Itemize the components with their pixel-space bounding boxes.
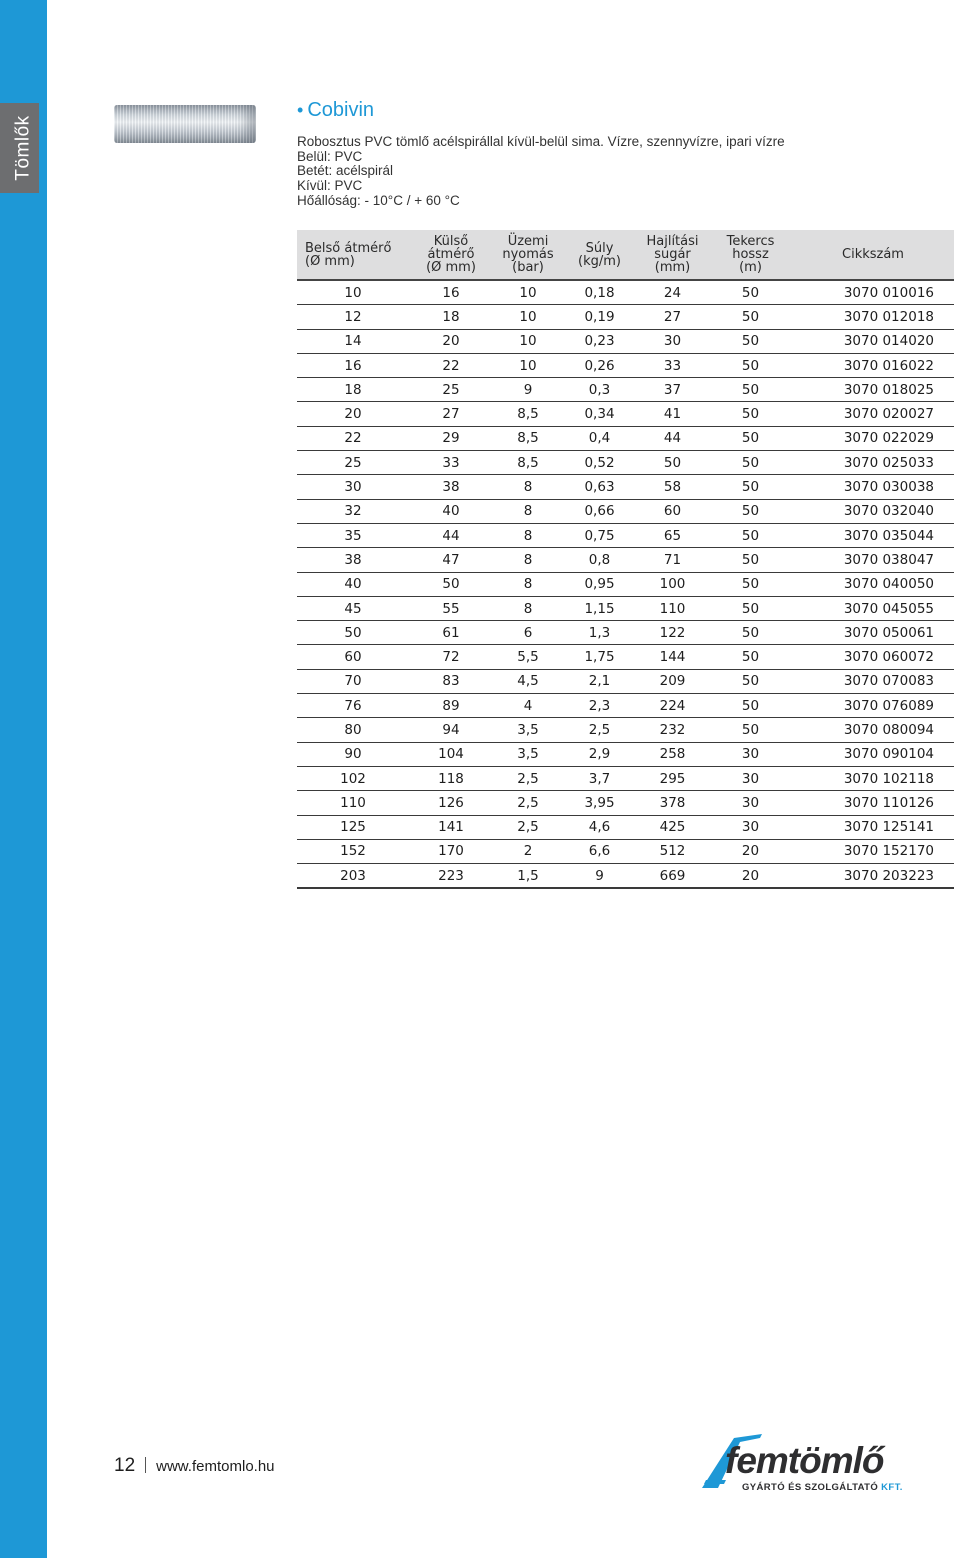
table-cell: 0,18: [563, 280, 636, 305]
table-cell: 3,5: [493, 718, 563, 742]
table-cell: 44: [409, 523, 493, 547]
table-cell: 33: [409, 451, 493, 475]
table-cell: 44: [636, 426, 709, 450]
table-cell: 295: [636, 766, 709, 790]
table-cell: 29: [409, 426, 493, 450]
table-cell: 76: [297, 694, 409, 718]
table-cell: 8: [493, 475, 563, 499]
table-cell: 20: [709, 864, 792, 889]
article-number-cell: 3070 045055: [792, 596, 954, 620]
table-cell: 16: [297, 353, 409, 377]
article-number-cell: 3070 040050: [792, 572, 954, 596]
table-cell: 209: [636, 669, 709, 693]
table-cell: 8: [493, 572, 563, 596]
table-cell: 50: [709, 718, 792, 742]
table-cell: 50: [709, 402, 792, 426]
table-cell: 122: [636, 621, 709, 645]
table-cell: 232: [636, 718, 709, 742]
article-number-cell: 3070 020027: [792, 402, 954, 426]
table-cell: 20: [409, 329, 493, 353]
article-number-cell: 3070 152170: [792, 839, 954, 863]
product-title: [297, 99, 374, 122]
table-cell: 0,19: [563, 305, 636, 329]
table-cell: 10: [493, 353, 563, 377]
table-row: [297, 669, 954, 693]
spec-table: [297, 230, 954, 889]
footer-divider: [145, 1457, 146, 1473]
table-cell: 18: [297, 378, 409, 402]
table-cell: 0,23: [563, 329, 636, 353]
table-row: [297, 766, 954, 790]
column-header-line: (kg/m): [578, 253, 621, 269]
table-cell: 50: [709, 426, 792, 450]
column-header-line: nyomás: [502, 247, 554, 262]
table-cell: 0,34: [563, 402, 636, 426]
table-cell: 20: [297, 402, 409, 426]
table-cell: 47: [409, 548, 493, 572]
table-cell: 126: [409, 791, 493, 815]
article-number-cell: 3070 070083: [792, 669, 954, 693]
table-cell: 2,1: [563, 669, 636, 693]
table-row: [297, 718, 954, 742]
table-cell: 9: [563, 864, 636, 889]
article-number-cell: 3070 050061: [792, 621, 954, 645]
table-cell: 50: [709, 621, 792, 645]
table-cell: 8: [493, 548, 563, 572]
table-cell: 0,66: [563, 499, 636, 523]
table-cell: 50: [709, 694, 792, 718]
table-cell: 125: [297, 815, 409, 839]
table-cell: 0,4: [563, 426, 636, 450]
table-cell: 3,7: [563, 766, 636, 790]
table-cell: 50: [709, 523, 792, 547]
table-row: [297, 280, 954, 305]
article-number-cell: 3070 018025: [792, 378, 954, 402]
table-cell: 223: [409, 864, 493, 889]
table-cell: 2,9: [563, 742, 636, 766]
article-number-cell: 3070 076089: [792, 694, 954, 718]
table-row: [297, 815, 954, 839]
column-header-line: Üzemi: [507, 234, 549, 249]
table-cell: 35: [297, 523, 409, 547]
table-cell: 104: [409, 742, 493, 766]
bullet-icon: •: [297, 100, 304, 120]
article-number-cell: 3070 035044: [792, 523, 954, 547]
table-cell: 50: [709, 499, 792, 523]
table-cell: 40: [409, 499, 493, 523]
table-cell: 0,3: [563, 378, 636, 402]
table-cell: 6: [493, 621, 563, 645]
table-row: [297, 499, 954, 523]
table-cell: 20: [709, 839, 792, 863]
column-header-line: (m): [739, 260, 762, 275]
table-cell: 83: [409, 669, 493, 693]
table-cell: 16: [409, 280, 493, 305]
table-cell: 2,5: [563, 718, 636, 742]
table-row: [297, 645, 954, 669]
table-cell: 50: [709, 280, 792, 305]
column-header-line: (Ø mm): [305, 253, 355, 269]
table-row: [297, 353, 954, 377]
table-cell: 41: [636, 402, 709, 426]
table-row: [297, 426, 954, 450]
table-cell: 50: [636, 451, 709, 475]
table-cell: 14: [297, 329, 409, 353]
table-row: [297, 402, 954, 426]
table-cell: 72: [409, 645, 493, 669]
table-cell: 1,15: [563, 596, 636, 620]
table-row: [297, 305, 954, 329]
table-cell: 0,95: [563, 572, 636, 596]
table-cell: 50: [709, 353, 792, 377]
table-body: [297, 280, 954, 888]
table-cell: 12: [297, 305, 409, 329]
table-cell: 50: [709, 475, 792, 499]
sidebar: [0, 0, 47, 1558]
product-description: [297, 135, 947, 209]
column-header: [409, 230, 493, 280]
table-cell: 90: [297, 742, 409, 766]
table-cell: 25: [297, 451, 409, 475]
table-cell: 30: [297, 475, 409, 499]
column-header: [297, 230, 409, 280]
table-row: [297, 742, 954, 766]
table-cell: 9: [493, 378, 563, 402]
table-cell: 30: [709, 815, 792, 839]
logo-suffix: KFT.: [881, 1482, 903, 1493]
table-row: [297, 378, 954, 402]
table-cell: 258: [636, 742, 709, 766]
article-number-cell: 3070 030038: [792, 475, 954, 499]
table-cell: 3,95: [563, 791, 636, 815]
article-number-cell: 3070 060072: [792, 645, 954, 669]
company-logo: [700, 1432, 940, 1496]
table-cell: 2,5: [493, 766, 563, 790]
table-cell: 38: [409, 475, 493, 499]
table-cell: 8,5: [493, 402, 563, 426]
logo-tagline: [742, 1482, 903, 1493]
table-cell: 512: [636, 839, 709, 863]
article-number-cell: 3070 025033: [792, 451, 954, 475]
table-cell: 18: [409, 305, 493, 329]
table-cell: 224: [636, 694, 709, 718]
table-cell: 1,5: [493, 864, 563, 889]
article-number-cell: 3070 012018: [792, 305, 954, 329]
table-cell: 152: [297, 839, 409, 863]
table-cell: 0,52: [563, 451, 636, 475]
logo-tagline-text: GYÁRTÓ ÉS SZOLGÁLTATÓ: [742, 1482, 879, 1493]
table-cell: 58: [636, 475, 709, 499]
website-url: www.femtomlo.hu: [156, 1458, 275, 1475]
table-row: [297, 548, 954, 572]
description-line: Robosztus PVC tömlő acélspirállal kívül-belül sima. Vízre, szennyvízre, ipari vízre: [297, 134, 785, 149]
table-cell: 2,3: [563, 694, 636, 718]
table-cell: 203: [297, 864, 409, 889]
table-row: [297, 572, 954, 596]
table-cell: 22: [409, 353, 493, 377]
table-cell: 10: [493, 305, 563, 329]
description-line: Betét: acélspirál: [297, 163, 394, 179]
table-cell: 3,5: [493, 742, 563, 766]
table-cell: 50: [709, 378, 792, 402]
table-header-row: [297, 230, 954, 280]
table-cell: 0,26: [563, 353, 636, 377]
product-image-hose: [114, 105, 256, 143]
table-cell: 94: [409, 718, 493, 742]
column-header-line: átmérő: [427, 247, 475, 262]
article-number-cell: 3070 090104: [792, 742, 954, 766]
page-number: 12: [114, 1455, 136, 1476]
sidebar-title: [0, 103, 47, 193]
table-cell: 4,5: [493, 669, 563, 693]
description-line: Kívül: PVC: [297, 178, 363, 194]
column-header-line: hossz: [732, 247, 769, 262]
table-cell: 50: [709, 305, 792, 329]
description-line: Hőállóság: - 10°C / + 60 °C: [297, 192, 460, 208]
table-cell: 25: [409, 378, 493, 402]
table-cell: 8,5: [493, 451, 563, 475]
sidebar-title-text: Tömlők: [12, 115, 34, 181]
table-cell: 10: [493, 329, 563, 353]
article-number-cell: 3070 032040: [792, 499, 954, 523]
table-cell: 65: [636, 523, 709, 547]
description-line: Belül: PVC: [297, 148, 363, 164]
table-cell: 4: [493, 694, 563, 718]
table-cell: 0,8: [563, 548, 636, 572]
table-cell: 144: [636, 645, 709, 669]
table-cell: 50: [709, 645, 792, 669]
table-cell: 70: [297, 669, 409, 693]
table-row: [297, 596, 954, 620]
table-cell: 141: [409, 815, 493, 839]
article-number-cell: 3070 010016: [792, 280, 954, 305]
table-row: [297, 621, 954, 645]
logo-name: femtömlő: [725, 1440, 884, 1481]
column-header-line: (bar): [512, 260, 544, 275]
table-cell: 50: [709, 572, 792, 596]
column-header-line: (Ø mm): [426, 260, 476, 275]
table-cell: 100: [636, 572, 709, 596]
table-cell: 71: [636, 548, 709, 572]
column-header: [493, 230, 563, 280]
column-header: [563, 230, 636, 280]
table-cell: 30: [636, 329, 709, 353]
table-cell: 2,5: [493, 791, 563, 815]
table-cell: 102: [297, 766, 409, 790]
table-row: [297, 329, 954, 353]
table-cell: 8: [493, 596, 563, 620]
table-cell: 50: [297, 621, 409, 645]
table-cell: 40: [297, 572, 409, 596]
article-number-cell: 3070 110126: [792, 791, 954, 815]
column-header-line: Súly: [585, 240, 614, 256]
column-header-line: Cikkszám: [842, 247, 904, 262]
table-cell: 30: [709, 766, 792, 790]
table-cell: 2: [493, 839, 563, 863]
table-cell: 50: [709, 451, 792, 475]
table-cell: 669: [636, 864, 709, 889]
table-cell: 8: [493, 523, 563, 547]
article-number-cell: 3070 016022: [792, 353, 954, 377]
table-cell: 6,6: [563, 839, 636, 863]
table-cell: 378: [636, 791, 709, 815]
table-cell: 24: [636, 280, 709, 305]
table-cell: 110: [297, 791, 409, 815]
table-cell: 61: [409, 621, 493, 645]
table-cell: 0,63: [563, 475, 636, 499]
table-cell: 60: [297, 645, 409, 669]
table-cell: 45: [297, 596, 409, 620]
table-cell: 60: [636, 499, 709, 523]
column-header-line: (mm): [654, 260, 691, 275]
table-cell: 110: [636, 596, 709, 620]
table-cell: 33: [636, 353, 709, 377]
column-header-line: Belső átmérő: [305, 240, 392, 256]
table-cell: 118: [409, 766, 493, 790]
table-cell: 37: [636, 378, 709, 402]
column-header: [709, 230, 792, 280]
table-cell: 22: [297, 426, 409, 450]
column-header-line: Tekercs: [726, 234, 775, 249]
column-header: [792, 230, 954, 280]
table-cell: 38: [297, 548, 409, 572]
table-row: [297, 864, 954, 889]
article-number-cell: 3070 203223: [792, 864, 954, 889]
table-cell: 30: [709, 791, 792, 815]
table-cell: 50: [409, 572, 493, 596]
table-cell: 30: [709, 742, 792, 766]
table-cell: 50: [709, 596, 792, 620]
table-cell: 8,5: [493, 426, 563, 450]
table-cell: 50: [709, 548, 792, 572]
table-row: [297, 475, 954, 499]
table-cell: 5,5: [493, 645, 563, 669]
table-cell: 80: [297, 718, 409, 742]
column-header-line: Külső: [433, 234, 469, 249]
table-cell: 27: [409, 402, 493, 426]
article-number-cell: 3070 080094: [792, 718, 954, 742]
table-cell: 4,6: [563, 815, 636, 839]
article-number-cell: 3070 014020: [792, 329, 954, 353]
page-footer: [114, 1455, 275, 1477]
article-number-cell: 3070 102118: [792, 766, 954, 790]
table-row: [297, 523, 954, 547]
table-cell: 425: [636, 815, 709, 839]
article-number-cell: 3070 038047: [792, 548, 954, 572]
table-cell: 1,75: [563, 645, 636, 669]
table-cell: 1,3: [563, 621, 636, 645]
table-cell: 8: [493, 499, 563, 523]
table-cell: 55: [409, 596, 493, 620]
table-cell: 10: [493, 280, 563, 305]
table-cell: 27: [636, 305, 709, 329]
table-cell: 2,5: [493, 815, 563, 839]
column-header-line: sugár: [654, 247, 691, 262]
table-cell: 32: [297, 499, 409, 523]
table-row: [297, 791, 954, 815]
table-row: [297, 694, 954, 718]
product-title-text: Cobivin: [307, 99, 375, 121]
table-cell: 89: [409, 694, 493, 718]
article-number-cell: 3070 022029: [792, 426, 954, 450]
column-header: [636, 230, 709, 280]
table-row: [297, 839, 954, 863]
table-cell: 170: [409, 839, 493, 863]
table-cell: 0,75: [563, 523, 636, 547]
table-cell: 50: [709, 329, 792, 353]
column-header-line: Hajlítási: [646, 234, 699, 249]
table-cell: 50: [709, 669, 792, 693]
table-row: [297, 451, 954, 475]
article-number-cell: 3070 125141: [792, 815, 954, 839]
table-cell: 10: [297, 280, 409, 305]
